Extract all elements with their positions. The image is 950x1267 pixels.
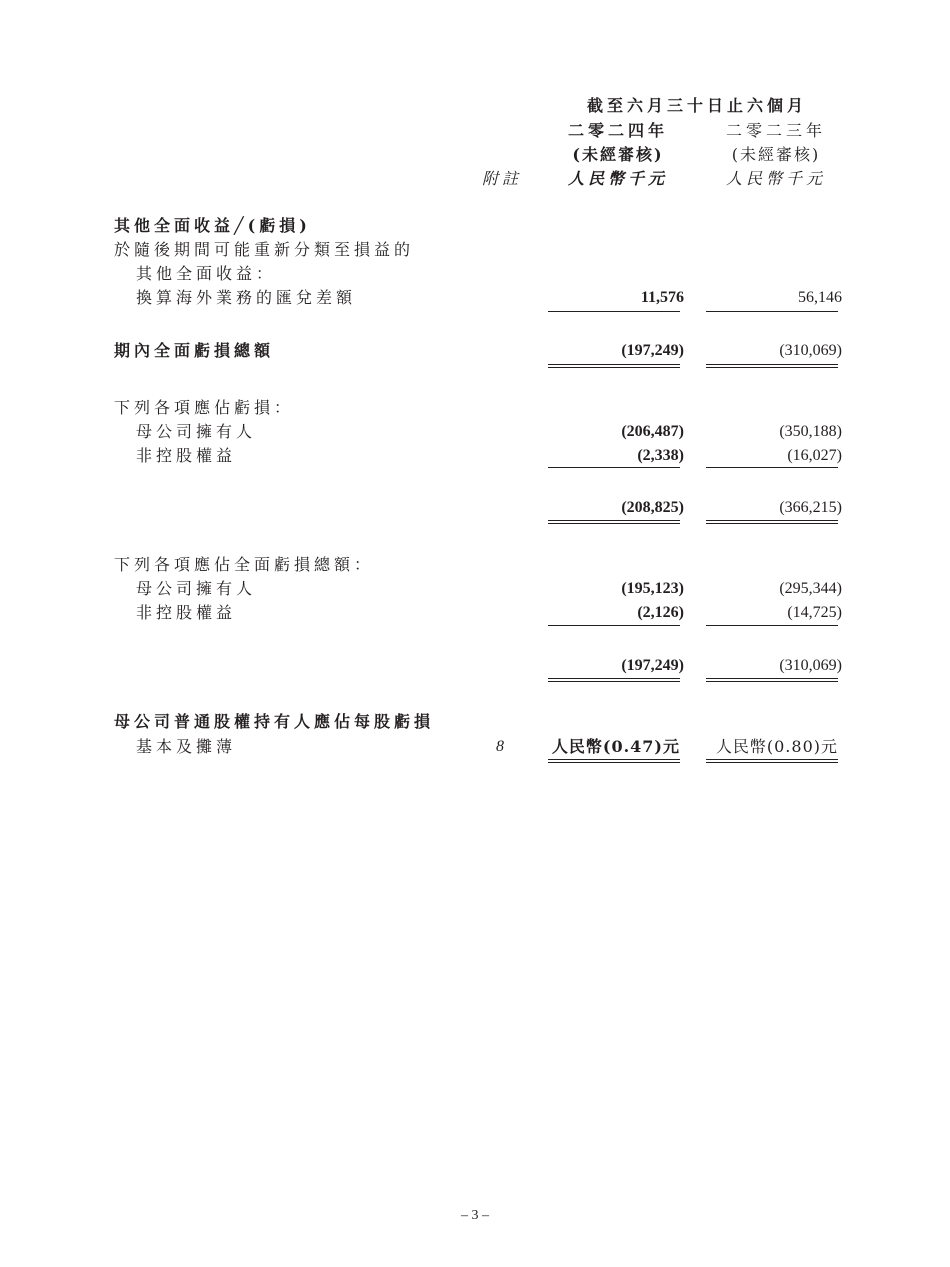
oci-item-current: 11,576 <box>640 289 684 306</box>
comprehensive-nci-prior: (14,725) <box>787 604 842 621</box>
eps-label: 基本及攤薄 <box>136 737 237 756</box>
double-underline-current <box>548 520 680 524</box>
double-underline-current <box>548 759 680 763</box>
loss-total-current: (208,825) <box>621 499 684 516</box>
year-prior-heading: 二零二三年 <box>725 121 826 140</box>
underline-current <box>548 625 680 626</box>
underline-prior <box>706 311 838 312</box>
loss-nci-current: (2,338) <box>637 447 684 464</box>
underline-current <box>548 311 680 312</box>
oci-subtitle-line1: 於隨後期間可能重新分類至損益的 <box>114 240 415 259</box>
page-number: – 3 – <box>461 1208 489 1223</box>
loss-attributable-heading: 下列各項應佔虧損： <box>114 398 295 417</box>
notes-heading: 附註 <box>481 169 522 188</box>
underline-prior <box>706 625 838 626</box>
total-comprehensive-prior: (310,069) <box>779 342 842 359</box>
eps-current: 人民幣(0.47)元 <box>551 737 680 756</box>
loss-nci-label: 非控股權益 <box>136 446 237 465</box>
year-current-heading: 二零二四年 <box>567 121 668 140</box>
comprehensive-nci-current: (2,126) <box>637 604 684 621</box>
loss-owners-prior: (350,188) <box>779 423 842 440</box>
oci-item-prior: 56,146 <box>798 289 842 306</box>
audit-current-heading: (未經審核) <box>572 145 664 164</box>
eps-prior: 人民幣(0.80)元 <box>715 737 838 756</box>
unit-current-heading: 人民幣千元 <box>567 169 668 188</box>
comprehensive-total-current: (197,249) <box>621 657 684 674</box>
comprehensive-total-prior: (310,069) <box>779 657 842 674</box>
double-underline-prior <box>706 759 838 763</box>
underline-prior <box>706 467 838 468</box>
comprehensive-attributable-heading: 下列各項應佔全面虧損總額： <box>114 555 375 574</box>
total-comprehensive-label: 期內全面虧損總額 <box>114 341 275 360</box>
unit-prior-heading: 人民幣千元 <box>725 169 826 188</box>
total-comprehensive-current: (197,249) <box>621 342 684 359</box>
loss-owners-label: 母公司擁有人 <box>136 422 257 441</box>
period-heading: 截至六月三十日止六個月 <box>586 96 807 115</box>
double-underline-prior <box>706 678 838 682</box>
double-underline-current <box>548 678 680 682</box>
loss-owners-current: (206,487) <box>621 423 684 440</box>
eps-heading: 母公司普通股權持有人應佔每股虧損 <box>114 712 435 731</box>
double-underline-current <box>548 364 680 368</box>
eps-note: 8 <box>496 738 504 755</box>
oci-item-label: 換算海外業務的匯兌差額 <box>136 288 357 307</box>
oci-subtitle-line2: 其他全面收益： <box>136 264 277 283</box>
double-underline-prior <box>706 520 838 524</box>
underline-current <box>548 467 680 468</box>
oci-title: 其他全面收益╱(虧損) <box>114 216 311 235</box>
comprehensive-owners-current: (195,123) <box>621 580 684 597</box>
audit-prior-heading: (未經審核) <box>731 145 821 164</box>
double-underline-prior <box>706 364 838 368</box>
comprehensive-owners-label: 母公司擁有人 <box>136 579 257 598</box>
comprehensive-owners-prior: (295,344) <box>779 580 842 597</box>
loss-total-prior: (366,215) <box>779 499 842 516</box>
comprehensive-nci-label: 非控股權益 <box>136 603 237 622</box>
loss-nci-prior: (16,027) <box>787 447 842 464</box>
